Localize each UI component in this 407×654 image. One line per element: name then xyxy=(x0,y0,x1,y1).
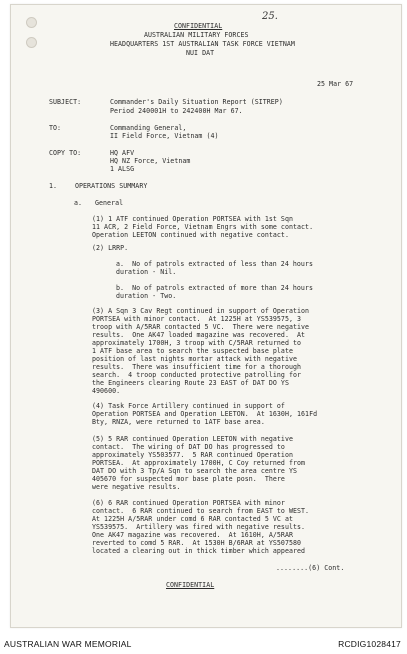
paragraph-line: were negative results. xyxy=(92,483,181,491)
paragraph-line: the Engineers clearing Route 23 EAST of DAT DO YS xyxy=(92,379,289,387)
paragraph-line: Operation LEETON continued with negative contact. xyxy=(92,231,289,239)
subject-label: SUBJECT: xyxy=(49,98,82,106)
copy-to-line: 1 ALSG xyxy=(110,165,135,173)
paragraph-line: PORTSEA with minor contact. At 1225H at YS539575, 3 xyxy=(92,315,302,323)
paragraph-line: (5) 5 RAR continued Operation LEETON with negative xyxy=(92,435,293,443)
paragraph-line: PORTSEA. At approximately 1700H, C Coy returned from xyxy=(92,459,306,467)
handwritten-page-number: 25. xyxy=(262,11,278,22)
paragraph-line: At 1225H A/5RAR under comd 6 RAR contacted 5 VC at xyxy=(92,515,293,523)
paragraph-line: 490600. xyxy=(92,387,121,395)
paragraph-line: contact. The wiring of DAT DO has progressed to xyxy=(92,443,285,451)
paragraph-line: contact. 6 RAR continued to search from EAST to WEST. xyxy=(92,507,310,515)
paragraph-line: troop with A/5RAR contacted 5 VC. There were negative xyxy=(92,323,310,331)
copy-to-line: HQ AFV xyxy=(110,149,135,157)
classification-footer: CONFIDENTIAL xyxy=(166,581,215,589)
paragraph-line: YS539575. Artillery was fired with negative results. xyxy=(92,523,306,531)
paragraph-line: results. There was insufficient time for a thorough xyxy=(92,363,302,371)
paragraph-line: (6) 6 RAR continued Operation PORTSEA with minor xyxy=(92,499,285,507)
punch-hole xyxy=(26,17,37,28)
copy-to-line: HQ NZ Force, Vietnam xyxy=(110,157,191,165)
subsection-title: General xyxy=(95,199,124,207)
location-title: NUI DAT xyxy=(186,49,215,57)
paragraph-line: results. One AK47 loaded magazine was recovered. At xyxy=(92,331,306,339)
paragraph-line: (4) Task Force Artillery continued in support of xyxy=(92,402,285,410)
section-title: OPERATIONS SUMMARY xyxy=(75,182,148,190)
paragraph-line: search. 4 troop conducted protective patrolling for xyxy=(92,371,302,379)
paragraph-line: duration - Two. xyxy=(116,292,177,300)
to-label: TO: xyxy=(49,124,62,132)
paragraph-line: position of last nights mortar attack with negative xyxy=(92,355,298,363)
paragraph-line: 405670 for suspected mor base plate posn. There xyxy=(92,475,285,483)
punch-hole xyxy=(26,37,37,48)
paragraph-line: 11 ACR, 2 Field Force, Vietnam Engrs with some contact. xyxy=(92,223,314,231)
subsection-label: a. xyxy=(74,199,83,207)
document-date: 25 Mar 67 xyxy=(317,80,354,88)
copy-to-label: COPY TO: xyxy=(49,149,82,157)
paragraph-line: (1) 1 ATF continued Operation PORTSEA with 1st Sqn xyxy=(92,215,293,223)
paragraph-line: duration - Nil. xyxy=(116,268,177,276)
paragraph-line: Operation PORTSEA and Operation LEETON. At 1630H, 161Fd xyxy=(92,410,318,418)
org-title: AUSTRALIAN MILITARY FORCES xyxy=(144,31,249,39)
paragraph-line: b. No of patrols extracted of more than 24 hours xyxy=(116,284,313,292)
subject-line: Commander's Daily Situation Report (SITREP) xyxy=(110,98,283,106)
subject-line: Period 240001H to 242400H Mar 67. xyxy=(110,107,243,115)
paragraph-line: (3) A Sqn 3 Cav Regt continued in support of Operation xyxy=(92,307,310,315)
paragraph-line: 1 ATF base area to search the suspected base plate xyxy=(92,347,293,355)
paragraph-line: DAT DO with 3 Tp/A Sqn to search the area centre YS xyxy=(92,467,298,475)
paragraph-line: reverted to comd 5 RAR. At 1530H B/6RAR at YS507580 xyxy=(92,539,302,547)
archive-name: AUSTRALIAN WAR MEMORIAL xyxy=(4,639,132,649)
hq-title: HEADQUARTERS 1ST AUSTRALIAN TASK FORCE VIETNAM xyxy=(110,40,295,48)
to-line: Commanding General, xyxy=(110,124,187,132)
archive-footer-bar xyxy=(0,630,407,654)
archive-reference: RCDIG1028417 xyxy=(338,639,401,649)
paragraph-line: located a clearing out in thick timber which appeared xyxy=(92,547,306,555)
paragraph-line: (2) LRRP. xyxy=(92,244,129,252)
classification-header: CONFIDENTIAL xyxy=(174,22,223,30)
paragraph-line: approximately 1700H, 3 troop with C/5RAR returned to xyxy=(92,339,302,347)
paragraph-line: Bty, RNZA, were returned to 1ATF base area. xyxy=(92,418,265,426)
to-line: II Field Force, Vietnam (4) xyxy=(110,132,219,140)
continuation-note: ........(6) Cont. xyxy=(276,564,345,572)
paragraph-line: approximately YS503577. 5 RAR continued Operation xyxy=(92,451,293,459)
paragraph-line: One AK47 magazine was recovered. At 1610H, A/5RAR xyxy=(92,531,293,539)
section-number: 1. xyxy=(49,182,58,190)
paragraph-line: a. No of patrols extracted of less than 24 hours xyxy=(116,260,313,268)
